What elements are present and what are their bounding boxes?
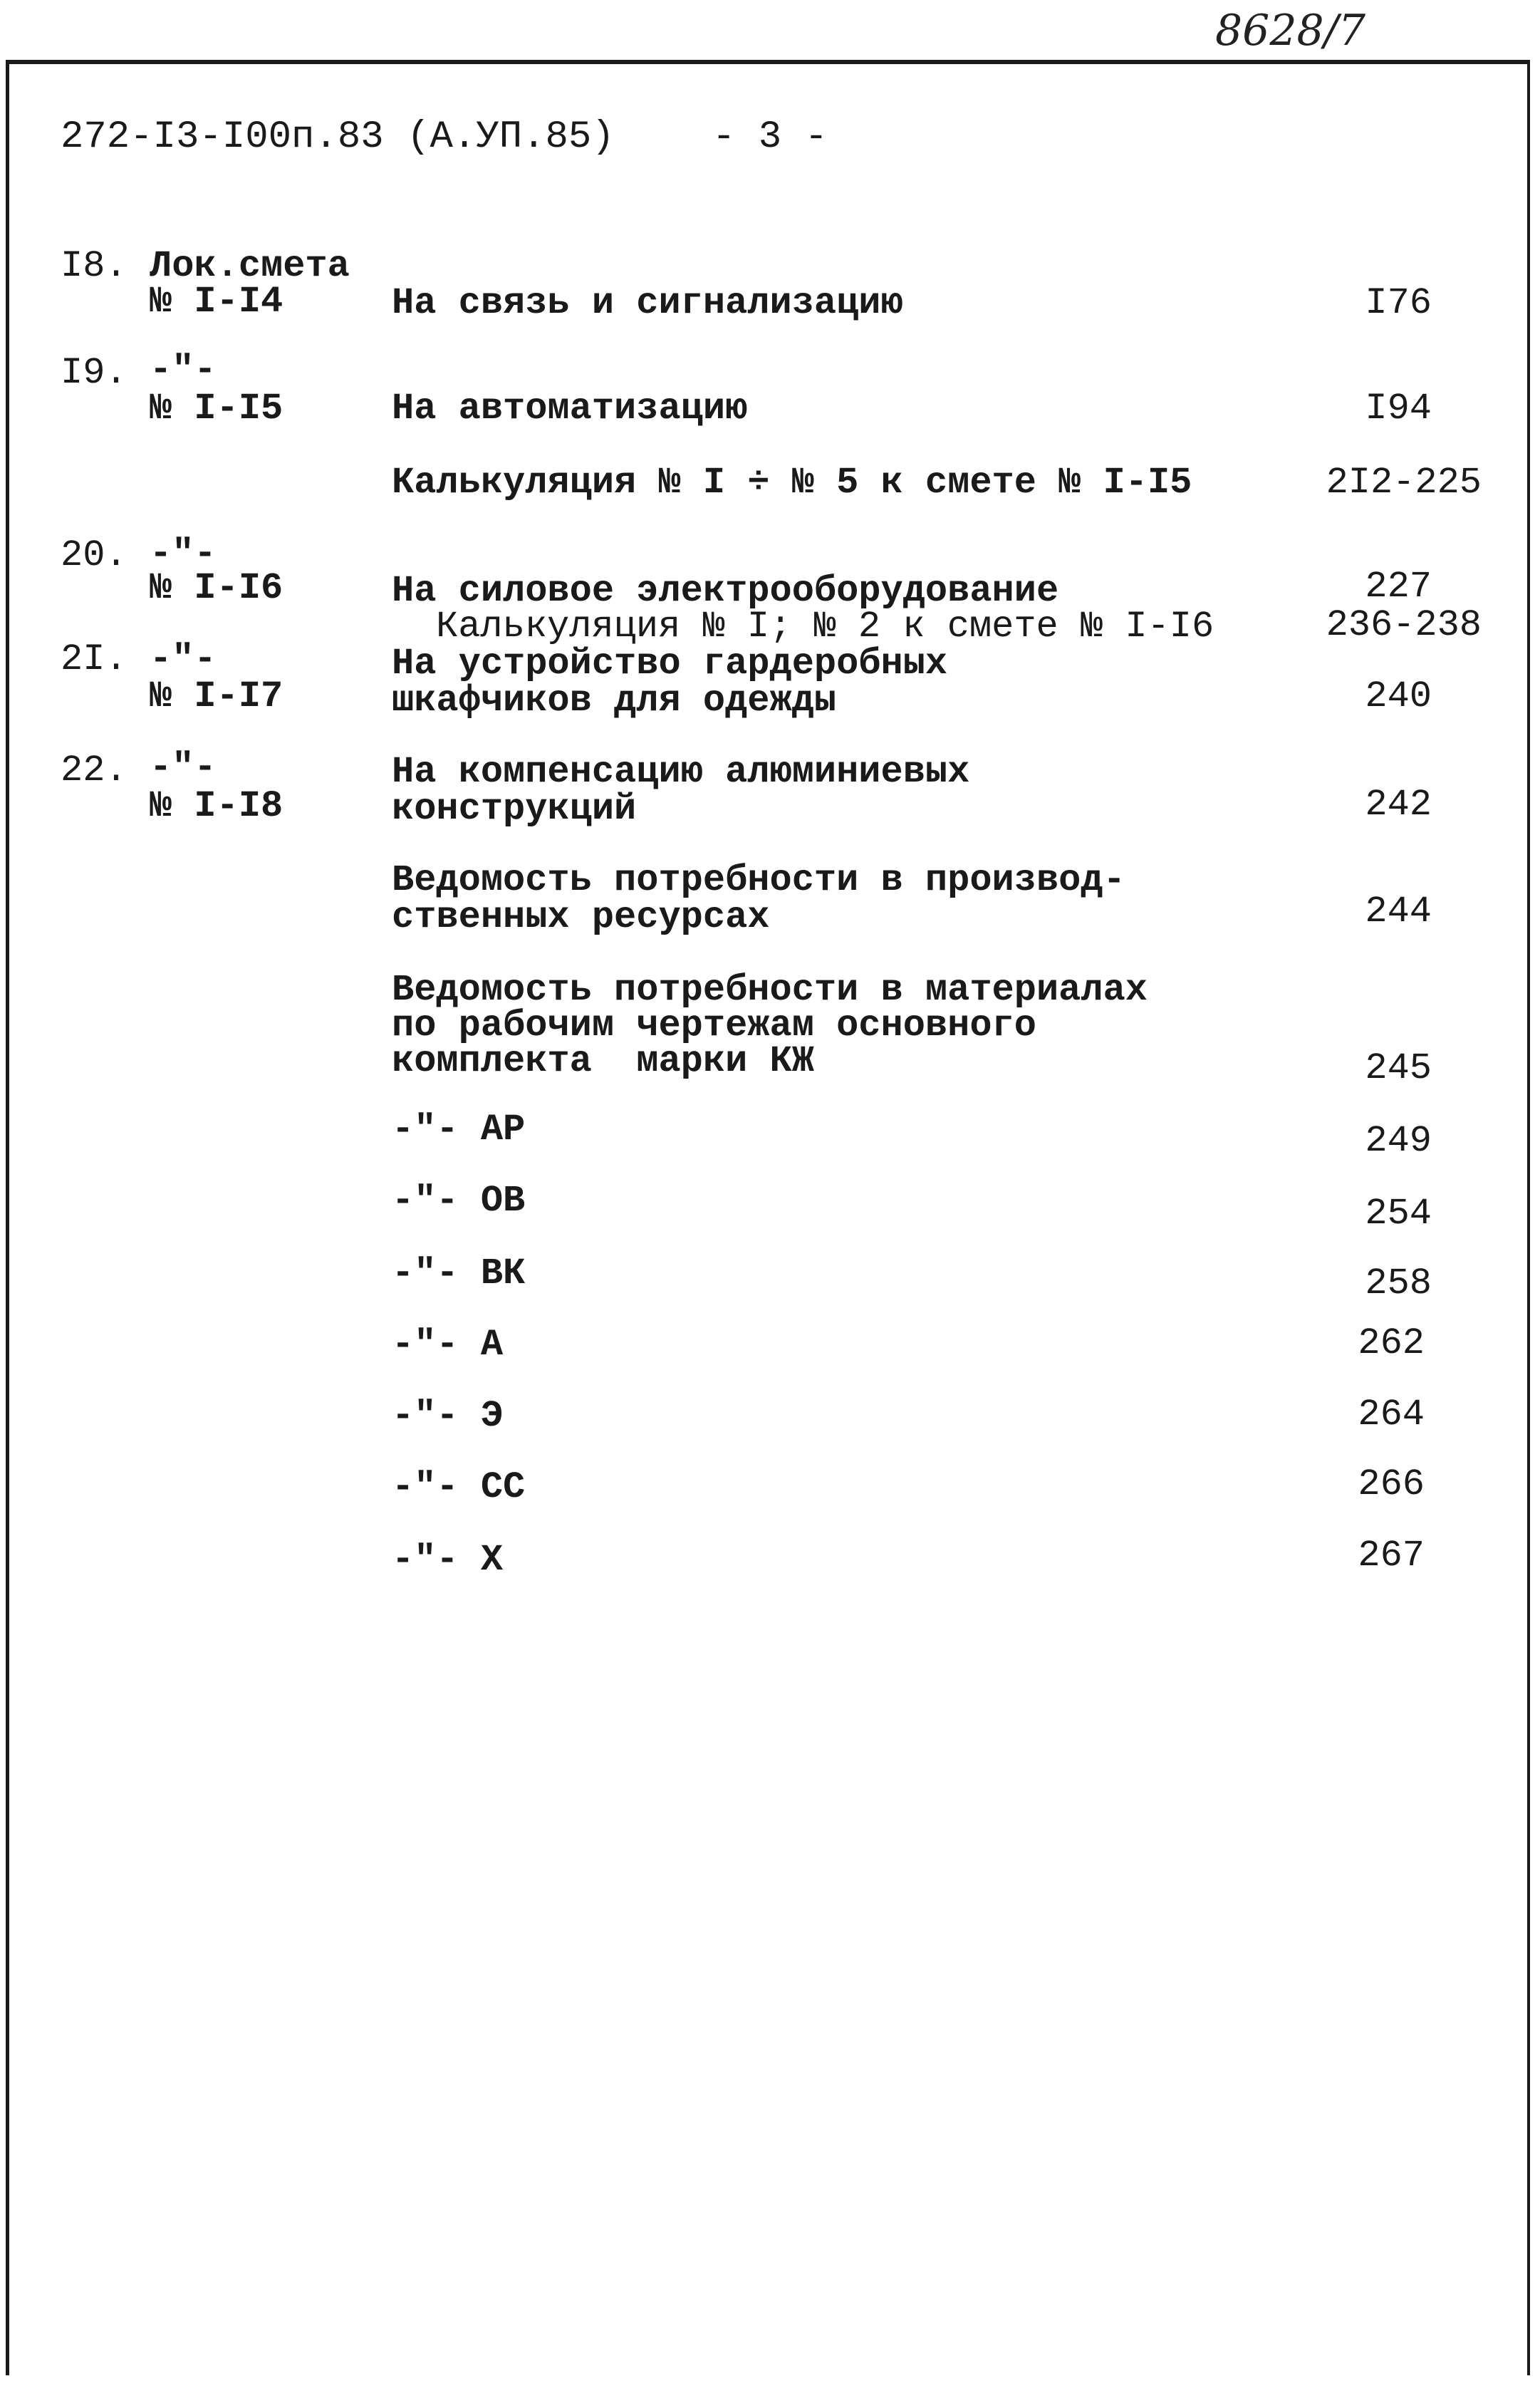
entry-title: На компенсацию алюминиевых: [392, 751, 970, 793]
entry-ref-number: № I-I5: [150, 388, 283, 430]
entry-title: Калькуляция № I ÷ № 5 к смете № I-I5: [392, 462, 1192, 504]
entry-ref: -"-: [150, 638, 217, 680]
entry-ref-number: № I-I6: [150, 567, 283, 609]
entry-title: по рабочим чертежам основного: [392, 1005, 1036, 1047]
entry-title: шкафчиков для одежды: [392, 680, 837, 722]
document-code: 272-I3-I00п.83 (А.УП.85): [61, 115, 615, 159]
entry-title: -"- Э: [392, 1395, 504, 1437]
entry-title: Ведомость потребности в производ-: [392, 859, 1125, 901]
entry-page: 2I2-225: [1326, 462, 1482, 504]
entry-title: -"- А: [392, 1324, 504, 1366]
entry-page: I94: [1365, 388, 1432, 430]
entry-ref: -"-: [150, 533, 217, 575]
entry-ref: -"-: [150, 747, 217, 789]
archive-number: 8628/7: [1215, 6, 1366, 56]
entry-ref: -"-: [150, 349, 217, 391]
entry-ref-number: № I-I7: [150, 675, 283, 717]
entry-page: 249: [1365, 1120, 1432, 1162]
entry-number: 20.: [61, 534, 128, 576]
entry-title: -"- Х: [392, 1539, 504, 1581]
entry-ref-number: № I-I4: [150, 281, 283, 323]
entry-title: На автоматизацию: [392, 388, 748, 430]
entry-number: 2I.: [61, 638, 128, 680]
entry-page: 258: [1365, 1262, 1432, 1304]
entry-title: На устройство гардеробных: [392, 643, 948, 685]
entry-page: 264: [1358, 1394, 1425, 1436]
entry-page: 244: [1365, 891, 1432, 933]
entry-number: I9.: [61, 352, 128, 394]
entry-page: I76: [1365, 282, 1432, 324]
entry-title: Ведомость потребности в материалах: [392, 969, 1148, 1011]
entry-title: -"- ОВ: [392, 1180, 526, 1222]
entry-title: ственных ресурсах: [392, 896, 770, 938]
entry-title: Калькуляция № I; № 2 к смете № I-I6: [436, 606, 1214, 648]
entry-page: 240: [1365, 675, 1432, 717]
entry-page: 267: [1358, 1535, 1425, 1577]
entry-page: 262: [1358, 1322, 1425, 1364]
entry-title: конструкций: [392, 788, 637, 830]
entry-title: На связь и сигнализацию: [392, 282, 903, 324]
entry-ref: Лок.смета: [150, 245, 350, 287]
entry-title: -"- АР: [392, 1109, 526, 1151]
entry-number: I8.: [61, 245, 128, 287]
entry-page: 254: [1365, 1193, 1432, 1235]
entry-title: комплекта марки КЖ: [392, 1040, 814, 1082]
entry-page: 236-238: [1326, 604, 1482, 646]
entry-number: 22.: [61, 749, 128, 792]
page-number: - 3 -: [712, 115, 828, 159]
entry-page: 242: [1365, 784, 1432, 826]
entry-title: На силовое электрооборудование: [392, 570, 1059, 612]
entry-page: 245: [1365, 1047, 1432, 1089]
entry-page: 227: [1365, 566, 1432, 608]
entry-page: 266: [1358, 1463, 1425, 1505]
entry-title: -"- СС: [392, 1466, 526, 1508]
entry-title: -"- ВК: [392, 1252, 526, 1295]
entry-ref-number: № I-I8: [150, 785, 283, 827]
